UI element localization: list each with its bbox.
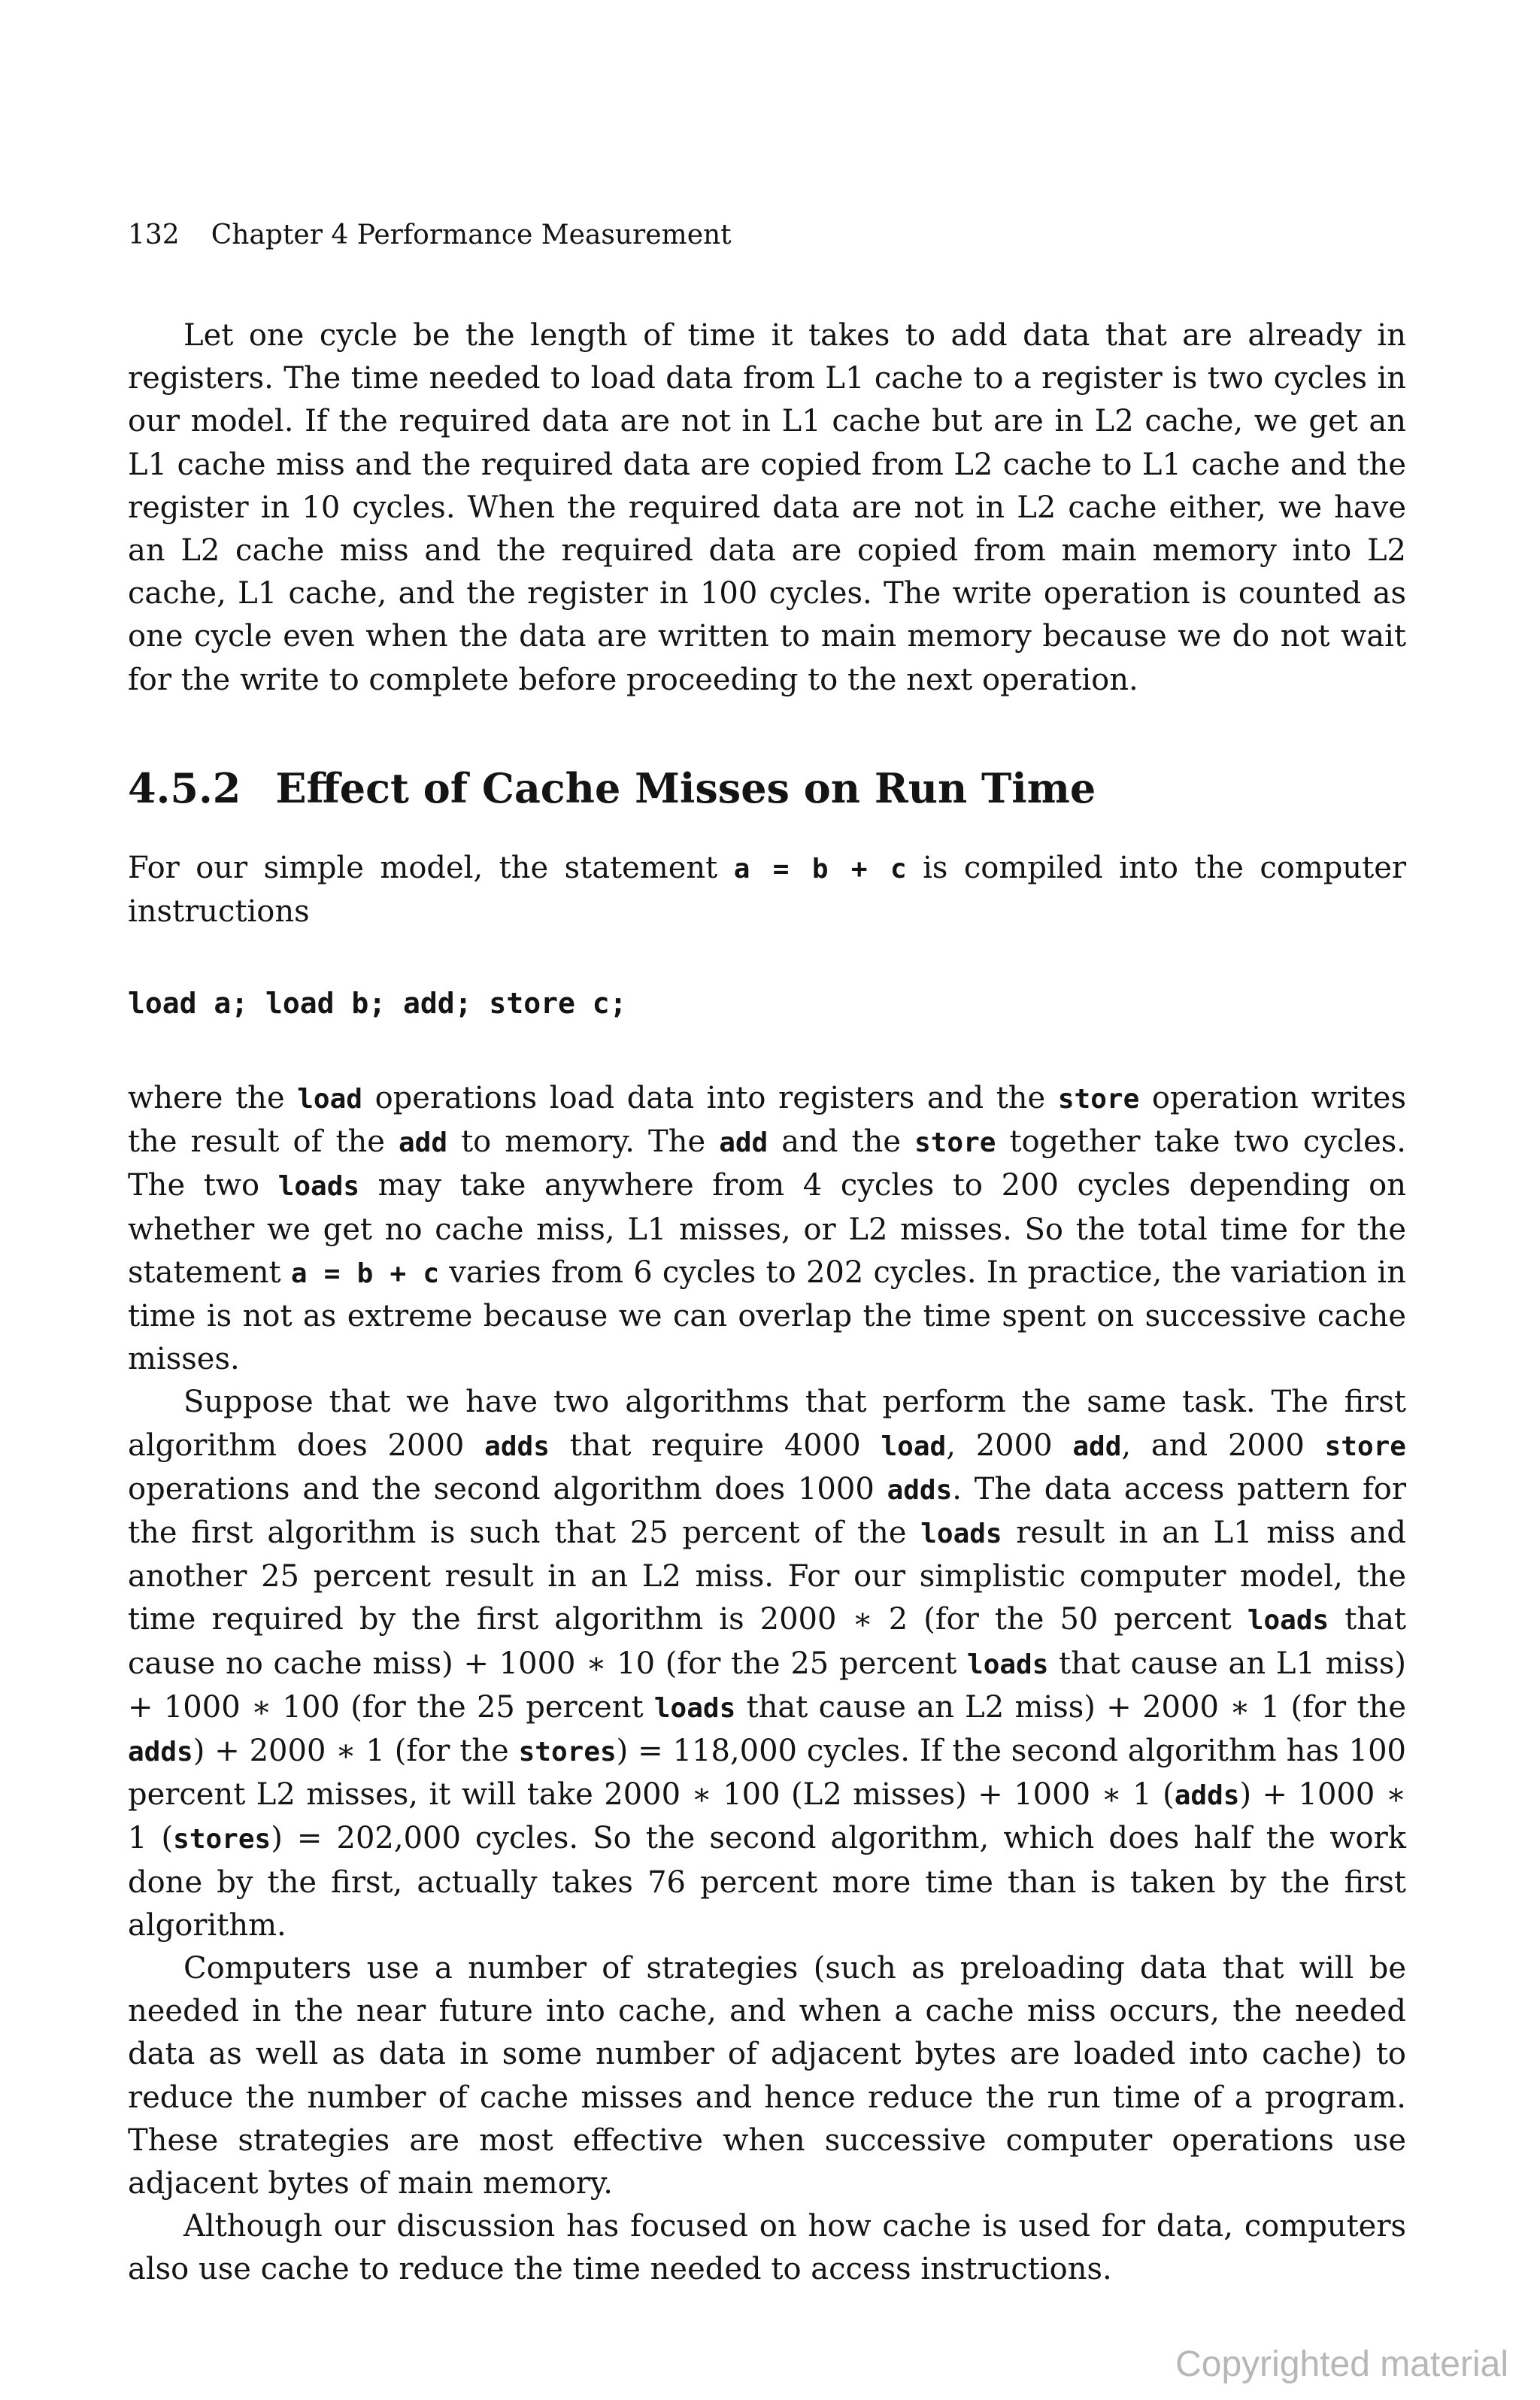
text-span: ) + 1000 ∗ 1 ( xyxy=(128,1777,1407,1856)
inline-code: adds xyxy=(887,1474,953,1506)
inline-code: stores xyxy=(518,1737,617,1768)
text-span: that require 4000 xyxy=(549,1428,881,1463)
running-title: Chapter 4 Performance Measurement xyxy=(211,220,732,250)
text-span: to memory. The xyxy=(447,1124,720,1160)
inline-code: loads xyxy=(967,1649,1049,1680)
text-span: ) + 2000 ∗ 1 (for the xyxy=(192,1734,519,1769)
text-span: result in an L1 miss and another 25 percent result in an L2 miss. For our simplistic computer model, the time required by the first algorithm is 2000 ∗ 2 (for the 50 percent xyxy=(128,1516,1407,1637)
section-title: Effect of Cache Misses on Run Time xyxy=(275,764,1096,812)
inline-code: add xyxy=(719,1127,768,1159)
text-span: varies from 6 cycles to 202 cycles. In practice, the variation in time is not as extreme because we can overlap the time spent on successive cache misses. xyxy=(128,1255,1406,1377)
intro-paragraph: Let one cycle be the length of time it takes to add data that are already in registers. The time needed to load data from L1 cache to a register is two cycles in our model. If the required data are not in L1 cache but are in L2 cache, we get an L1 cache miss and the required data are copied from L2 cache to L1 cache and the register in 10 cycles. When the required data are not in L2 cache either, we have an L2 cache miss and the required data are copied from main memory into L2 cache, L1 cache, and the register in 100 cycles. The write operation is counted as one cycle even when the data are written to main memory because we do not wait for the write to complete before proceeding to the next operation. xyxy=(128,318,1406,697)
inline-code: stores xyxy=(173,1824,271,1855)
inline-code: adds xyxy=(484,1431,550,1462)
text-span: operations load data into registers and the xyxy=(362,1081,1058,1115)
main-text xyxy=(128,1077,1406,2292)
text-span: that cause no cache miss) + 1000 ∗ 10 (for the 25 percent xyxy=(128,1602,1407,1681)
inline-code: loads xyxy=(277,1171,360,1203)
text-span: Suppose that we have two algorithms that perform the same task. The first algorithm does 2000 xyxy=(128,1385,1406,1463)
inline-code: load xyxy=(881,1431,947,1462)
inline-code: add xyxy=(399,1127,448,1159)
strategies-paragraph: Computers use a number of strategies (such as preloading data that will be needed in the near future into cache, and when a cache miss occurs, the needed data as well as data in some number of adjacent bytes are loaded into cache) to reduce the number of cache misses and hence reduce the run time of a program. These strategies are most effective when successive computer operations use adjacent bytes of main memory. xyxy=(128,1951,1406,2201)
text-span: ) = 118,000 cycles. If the second algorithm has 100 percent L2 misses, it will take 2000 ∗ 100 (L2 misses) + 1000 ∗ 1 ( xyxy=(128,1734,1406,1813)
statement-paragraph xyxy=(128,847,1406,933)
inline-code: store xyxy=(1057,1084,1140,1115)
text-span: . The data access pattern for the first algorithm is such that 25 percent of the xyxy=(128,1471,1406,1551)
running-header xyxy=(128,220,732,250)
inline-code: a = b + c xyxy=(733,854,907,884)
text-span: ) = 202,000 cycles. So the second algorithm, which does half the work done by the first, actually takes 76 percent more time than is taken by the first algorithm. xyxy=(128,1821,1406,1943)
inline-code: loads xyxy=(920,1519,1002,1550)
text-span: operations and the second algorithm does 1000 xyxy=(128,1471,887,1506)
statement-section xyxy=(128,847,1406,933)
text-span: and the xyxy=(768,1124,915,1160)
inline-code: a = b + c xyxy=(290,1258,440,1289)
intro-section xyxy=(128,314,1406,702)
inline-code: adds xyxy=(1174,1780,1240,1812)
copyright-watermark: Copyrighted material xyxy=(1175,2344,1508,2384)
text-span: For our simple model, the statement xyxy=(128,851,734,885)
text-span: may take anywhere from 4 cycles to 200 cycles depending on whether we get no cache miss, L1 misses, or L2 misses. So the total time for the statement xyxy=(128,1168,1406,1290)
text-span: that cause an L1 miss) + 1000 ∗ 100 (for the 25 percent xyxy=(128,1646,1407,1725)
text-span: that cause an L2 miss) + 2000 ∗ 1 (for the xyxy=(735,1689,1406,1725)
section-heading xyxy=(128,764,1096,812)
code-listing: load a; load b; add; store c; xyxy=(128,987,627,1020)
text-span: where the xyxy=(128,1081,298,1115)
inline-code: load xyxy=(297,1084,362,1115)
inline-code: loads xyxy=(653,1692,736,1724)
inline-code: adds xyxy=(128,1737,193,1768)
text-span: together take two cycles. The two xyxy=(128,1124,1406,1203)
inline-code: store xyxy=(1324,1431,1406,1462)
text-span: , 2000 xyxy=(946,1428,1073,1463)
inline-code: store xyxy=(914,1127,996,1159)
inline-code: add xyxy=(1072,1431,1122,1462)
where-paragraph xyxy=(128,1077,1406,1381)
text-span: is compiled into the computer instructions xyxy=(128,851,1406,930)
text-span: , and 2000 xyxy=(1121,1428,1325,1463)
suppose-paragraph xyxy=(128,1381,1406,1947)
page-number: 132 xyxy=(128,220,180,250)
text-span: operation writes the result of the xyxy=(128,1081,1406,1160)
instructions-paragraph: Although our discussion has focused on how cache is used for data, computers also use cache to reduce the time needed to access instructions. xyxy=(128,2209,1406,2287)
section-number: 4.5.2 xyxy=(128,764,241,812)
inline-code: loads xyxy=(1247,1605,1329,1637)
